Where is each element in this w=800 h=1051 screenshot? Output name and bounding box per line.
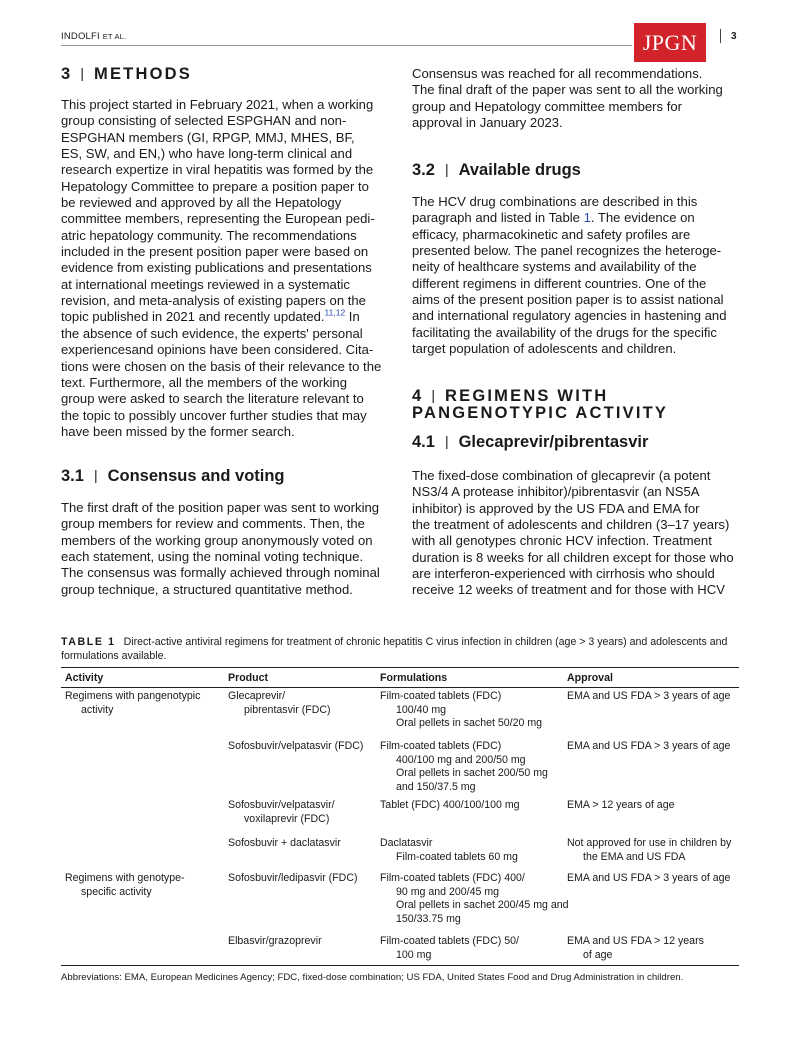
caption-line	[61, 636, 741, 650]
cell-line: Tablet (FDC) 400/100/100 mg	[380, 799, 520, 811]
text-line: atric hepatology community. The recommendations	[61, 227, 357, 243]
text-line: the topic to possibly uncover further studies that may	[61, 407, 367, 423]
citation-link[interactable]: 11,12	[324, 308, 346, 319]
subsection-heading-consensus: 3.1 | Consensus and voting	[61, 467, 285, 485]
text-line: receive 12 weeks of treatment and for those with HCV	[412, 582, 725, 598]
text-line: The final draft of the paper was sent to all the working	[412, 82, 723, 98]
header-rule	[61, 45, 632, 46]
cell-line: EMA > 12 years of age	[567, 799, 675, 811]
table-cell-activity	[65, 872, 185, 899]
cell-line: Daclatasvir	[380, 837, 433, 849]
page-number: 3	[731, 31, 737, 42]
cell-line: Sofosbuvir/velpatasvir (FDC)	[228, 740, 364, 752]
text-line: with all genotypes chronic HCV infection. Treatment	[412, 533, 712, 549]
text-line: group consisting of selected ESPGHAN and non-	[61, 113, 347, 129]
table-footnote: Abbreviations: EMA, European Medicines Agency; FDC, fixed-dose combination; US FDA, United States Food and Drug Administration in children.	[61, 972, 684, 983]
consensus-continued-paragraph	[412, 66, 740, 131]
text-line: target population of adolescents and children.	[412, 341, 677, 357]
table-cell-formulations	[380, 837, 518, 864]
text-line: each statement, using the nominal voting technique.	[61, 549, 364, 565]
table-reference-link[interactable]: 1	[583, 210, 591, 226]
text-line: the treatment of adolescents and children (3–17 years)	[412, 517, 730, 533]
text-line: Hepatology Committee to prepare a position paper to	[61, 178, 369, 194]
header-separator	[720, 29, 721, 43]
cell-line: 400/100 mg and 200/50 mg	[396, 753, 526, 766]
table-header-row	[61, 668, 739, 688]
table-cell-formulations	[380, 740, 548, 794]
cell-line: EMA and US FDA > 3 years of age	[567, 740, 731, 752]
text-fragment: topic published in 2021 and recently updated.	[61, 309, 325, 325]
section-title: REGIMENS WITH	[445, 387, 609, 405]
cell-line: pibrentasvir (FDC)	[244, 703, 331, 716]
text-line: be reviewed and approved by all the Hepatology	[61, 195, 342, 211]
column-header-formulations: Formulations	[380, 672, 448, 684]
text-line: ESPGHAN members (GI, RPGP, MMJ, MHES, BF,	[61, 129, 355, 145]
cell-line: Sofosbuvir/velpatasvir/	[228, 799, 335, 811]
subsection-heading-glecaprevir: 4.1 | Glecaprevir/pibrentasvir	[412, 433, 649, 451]
text-line: committee members, representing the European pedi-	[61, 211, 375, 227]
text-line: members of the working group anonymously voted on	[61, 532, 373, 548]
text-line: aims of the present position paper is to assist national	[412, 292, 724, 308]
text-line: and international regulatory agencies in hastening and	[412, 308, 727, 324]
regimens-table	[61, 667, 739, 966]
subsection-number: 4.1	[412, 433, 435, 451]
cell-line: Sofosbuvir/ledipasvir (FDC)	[228, 872, 358, 884]
cell-line: EMA and US FDA > 3 years of age	[567, 690, 731, 702]
text-line	[412, 210, 740, 226]
column-header-product: Product	[228, 672, 269, 684]
section-heading-methods: 3 | METHODS	[61, 65, 192, 83]
table-cell-approval	[567, 872, 730, 886]
section-heading-regimens	[412, 386, 668, 423]
caption-text: Direct-active antiviral regimens for treatment of chronic hepatitis C virus infection in children (age > 3 years) and adolescents and	[123, 636, 728, 648]
cell-line: 100/40 mg	[396, 703, 447, 716]
table-label: TABLE 1	[61, 636, 116, 648]
text-line: This project started in February 2021, when a working	[61, 97, 374, 112]
text-line: group were asked to search the literature relevant to	[61, 391, 364, 407]
section-title-line: 4 | REGIMENS WITH	[412, 387, 609, 405]
subsection-number: 3.2	[412, 161, 435, 179]
running-header-author	[61, 31, 126, 42]
column-header-approval: Approval	[567, 672, 613, 684]
text-line: research expertize in viral hepatitis was formed by the	[61, 162, 374, 178]
text-line: efficacy, pharmacokinetic and safety profiles are	[412, 226, 691, 242]
text-line: evidence from existing publications and presentations	[61, 260, 372, 276]
table-cell-approval	[567, 740, 730, 754]
text-line: ES, SW, and EN,) who have long-term clinical and	[61, 146, 353, 162]
table-cell-activity	[65, 690, 200, 717]
cell-line: Regimens with genotype-	[65, 872, 185, 884]
table-cell-product	[228, 935, 322, 949]
table-cell-formulations	[380, 872, 569, 926]
column-header-activity: Activity	[65, 672, 104, 684]
drugs-paragraph	[412, 194, 740, 357]
table-cell-formulations	[380, 799, 520, 813]
text-line: different regimens in different countries. One of the	[412, 275, 707, 291]
cell-line: Film-coated tablets (FDC) 50/	[380, 935, 519, 947]
text-line: duration is 8 weeks for all children except for those who	[412, 549, 734, 565]
cell-line: 90 mg and 200/45 mg	[396, 885, 500, 898]
cell-line: Film-coated tablets (FDC) 400/	[380, 872, 525, 884]
journal-logo: JPGN	[634, 23, 706, 62]
cell-line: Film-coated tablets (FDC)	[380, 740, 502, 752]
cell-line: Film-coated tablets (FDC)	[380, 690, 502, 702]
table-cell-product	[228, 837, 341, 851]
subsection-title: Available drugs	[458, 161, 581, 179]
glecaprevir-paragraph	[412, 468, 740, 599]
section-title: METHODS	[94, 65, 192, 83]
text-line: revision, and meta-analysis of existing papers on the	[61, 293, 366, 309]
subsection-heading-drugs: 3.2 | Available drugs	[412, 161, 581, 179]
text-line: group and Hepatology committee members for	[412, 98, 683, 114]
cell-line: of age	[583, 948, 613, 961]
consensus-paragraph	[61, 500, 389, 598]
table-cell-approval	[567, 799, 674, 813]
text-line: at international meetings reviewed in a systematic	[61, 276, 350, 292]
text-fragment: In	[345, 309, 360, 325]
text-line: The first draft of the position paper was sent to working	[61, 500, 380, 515]
text-line: group technique, a structured quantitative method.	[61, 581, 353, 597]
text-line: experiencesand opinions have been considered. Cita-	[61, 342, 374, 358]
text-fragment: paragraph and listed in Table	[412, 210, 584, 226]
cell-line: Sofosbuvir + daclatasvir	[228, 837, 341, 849]
text-line: presented below. The panel recognizes the heteroge-	[412, 243, 722, 259]
table-cell-product	[228, 690, 331, 717]
text-line: NS3/4 A protease inhibitor)/pibrentasvir (an NS5A	[412, 484, 700, 500]
text-fragment: . The evidence on	[590, 210, 695, 226]
caption-line: formulations available.	[61, 649, 167, 662]
table-cell-product	[228, 799, 335, 826]
text-line: have been missed by the former search.	[61, 423, 295, 439]
text-line: The consensus was formally achieved through nominal	[61, 565, 380, 581]
text-line: approval in January 2023.	[412, 115, 563, 131]
text-line: the absence of such evidence, the experts' personal	[61, 325, 363, 341]
cell-line: voxilaprevir (FDC)	[244, 812, 330, 825]
text-line: The fixed-dose combination of glecaprevir (a potent	[412, 468, 711, 483]
methods-paragraph	[61, 97, 389, 440]
cell-line: 150/33.75 mg	[396, 912, 461, 925]
section-number: 4	[412, 387, 424, 405]
text-line: are interferon-experienced with cirrhosis who should	[412, 566, 715, 582]
cell-line: Regimens with pangenotypic	[65, 690, 201, 702]
cell-line: Oral pellets in sachet 50/20 mg	[396, 717, 543, 729]
cell-line: Film-coated tablets 60 mg	[396, 850, 518, 863]
cell-line: specific activity	[81, 885, 152, 898]
cell-line: Oral pellets in sachet 200/45 mg and	[396, 899, 569, 911]
text-line: Consensus was reached for all recommendations.	[412, 66, 703, 81]
cell-line: Elbasvir/grazoprevir	[228, 935, 322, 947]
author-name: INDOLFI	[61, 31, 100, 42]
table-cell-approval	[567, 837, 731, 864]
table-cell-approval	[567, 690, 730, 704]
text-line: facilitating the availability of the drugs for the specific	[412, 324, 717, 340]
text-line: included in the present position paper were based on	[61, 244, 369, 260]
author-suffix: ET AL.	[102, 32, 127, 41]
text-line: inhibitor) is approved by the US FDA and EMA for	[412, 500, 700, 516]
text-line	[61, 309, 389, 325]
section-number: 3	[61, 65, 73, 83]
cell-line: activity	[81, 703, 114, 716]
table-cell-formulations	[380, 690, 542, 731]
cell-line: EMA and US FDA > 3 years of age	[567, 872, 731, 884]
table-cell-product	[228, 740, 363, 754]
subsection-title: Consensus and voting	[107, 467, 285, 485]
table-cell-formulations	[380, 935, 519, 962]
cell-line: Oral pellets in sachet 200/50 mg	[396, 767, 548, 779]
text-line: tions were chosen on the basis of their relevance to the	[61, 358, 382, 374]
cell-line: Glecaprevir/	[228, 690, 286, 702]
cell-line: 100 mg	[396, 948, 432, 961]
subsection-number: 3.1	[61, 467, 84, 485]
text-line: group members for review and comments. Then, the	[61, 516, 365, 532]
subsection-title: Glecaprevir/pibrentasvir	[458, 433, 649, 451]
section-title-line: PANGENOTYPIC ACTIVITY	[412, 404, 669, 422]
text-line: neity of healthcare systems and availability of the	[412, 259, 697, 275]
table-cell-approval	[567, 935, 704, 962]
text-line: text. Furthermore, all the members of the working	[61, 374, 347, 390]
cell-line: Not approved for use in children by	[567, 837, 732, 849]
table-caption	[61, 636, 741, 663]
cell-line: and 150/37.5 mg	[396, 780, 476, 793]
cell-line: the EMA and US FDA	[583, 850, 686, 863]
table-cell-product	[228, 872, 358, 886]
text-line: The HCV drug combinations are described in this	[412, 194, 698, 209]
cell-line: EMA and US FDA > 12 years	[567, 935, 704, 947]
